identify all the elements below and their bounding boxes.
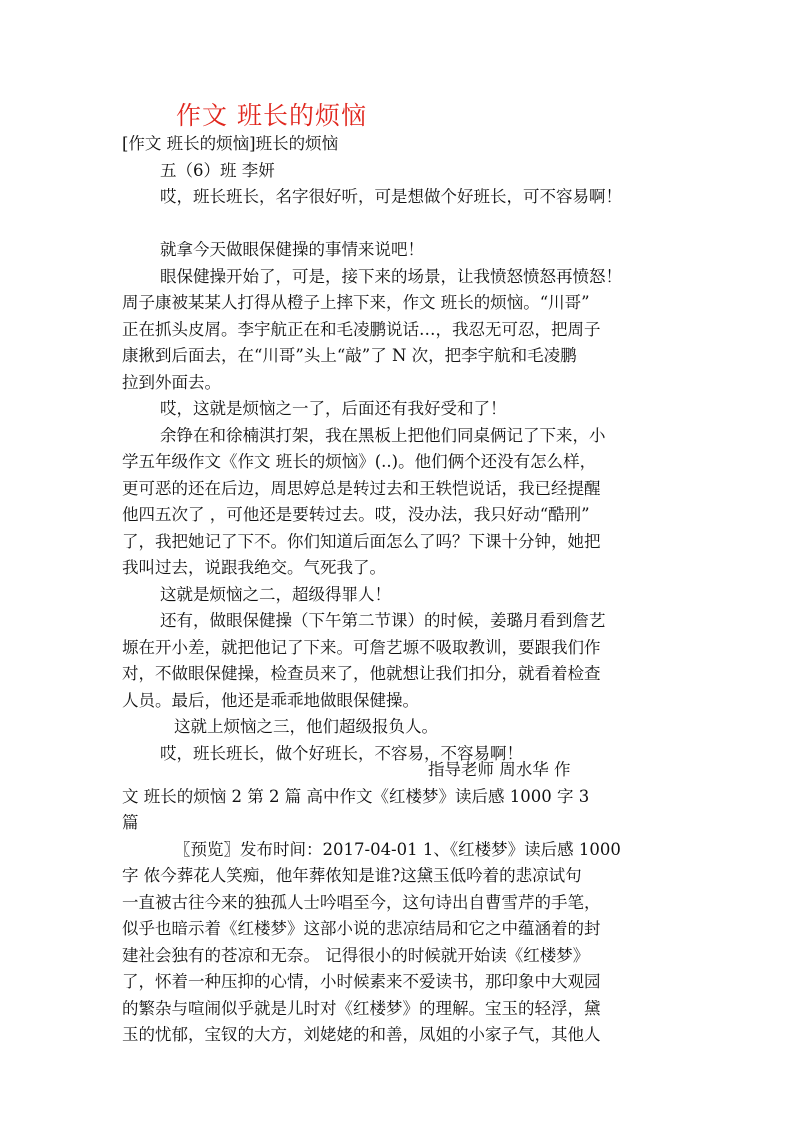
paragraph-line: 篇	[122, 813, 139, 832]
paragraph-line: 了，怀着一种压抑的心情，小时候素来不爱读书，那印象中大观园	[122, 972, 601, 991]
paragraph-line: 周子康被某某人打得从橙子上摔下来，作文 班长的烦恼。“川哥”	[122, 293, 590, 312]
paragraph-line: 塬在开小差，就把他记了下来。可詹艺塬不吸取教训，要跟我们作	[122, 637, 601, 657]
document-title: 作文 班长的烦恼	[176, 101, 367, 130]
paragraph-line: 我叫过去，说跟我绝交。气死我了。	[122, 558, 386, 577]
appendix-body	[122, 757, 682, 1049]
paragraph-line: 哎，班长班长，做个好班长，不容易，不容易啊！	[160, 743, 523, 763]
paragraph-line: 他四五次了 ，可他还是要转过去。哎，没办法，我只好动“酷刑”	[122, 505, 590, 524]
paragraph-line: 拉到外面去。	[122, 372, 221, 392]
preview-line: 〖预览〗发布时间：2017-04-01 1、《红楼梦》读后感 1000	[174, 839, 621, 859]
paragraph-line: 正在抓头皮屑。李宇航正在和毛凌鹏说话…，我忍无可忍，把周子	[122, 319, 601, 339]
paragraph-line: 哎，这就是烦恼之一了，后面还有我好受和了！	[160, 399, 507, 418]
essay-body	[122, 131, 682, 767]
paragraph-line: 文 班长的烦恼 2 第 2 篇 高中作文《红楼梦》读后感 1000 字 3	[122, 786, 590, 806]
paragraph-line: 一直被古往今来的独孤人士吟唱至今，这句诗出自曹雪芹的手笔，	[122, 892, 601, 912]
paragraph-line: 还有，做眼保健操（下午第二节课）的时候，姜璐月看到詹艺	[160, 611, 606, 630]
paragraph-line: 就拿今天做眼保健操的事情来说吧！	[160, 240, 424, 259]
paragraph-line: 更可恶的还在后边，周思婷总是转过去和王轶恺说话，我已经提醒	[122, 478, 601, 498]
paragraph-line: 哎，班长班长，名字很好听，可是想做个好班长，可不容易啊！	[160, 187, 622, 206]
paragraph-line: 康揪到后面去，在“川哥”头上“敲”了 N 次，把李宇航和毛凌鹏	[122, 346, 577, 365]
author-line: 五（6）班 李妍	[160, 160, 275, 180]
blank-line	[122, 211, 682, 238]
paragraph-line: 了，我把她记了下不。你们知道后面怎么了吗？下课十分钟，她把	[122, 531, 601, 551]
paragraph-line: 这就上烦恼之三，他们超级报负人。	[174, 717, 438, 736]
paragraph-line: 似乎也暗示着《红楼梦》这部小说的悲凉结局和它之中蕴涵着的封	[122, 919, 601, 938]
essay-heading-line: [作文 班长的烦恼]班长的烦恼	[122, 134, 339, 153]
paragraph-line: 对，不做眼保健操，检查员来了，他就想让我们扣分，就看着检查	[122, 664, 601, 683]
paragraph-line: 这就是烦恼之二，超级得罪人！	[160, 584, 391, 604]
paragraph-line: 玉的忧郁，宝钗的大方，刘姥姥的和善，凤姐的小家子气，其他人	[122, 1025, 601, 1044]
paragraph-line: 学五年级作文《作文 班长的烦恼》(..)。他们俩个还没有怎么样，	[122, 452, 597, 471]
paragraph-line: 字 侬今葬花人笑痴，他年葬侬知是谁?这黛玉低吟着的悲凉试句	[122, 866, 582, 885]
paragraph-line: 的繁杂与喧闹似乎就是儿时对《红楼梦》的理解。宝玉的轻浮，黛	[122, 998, 601, 1018]
teacher-line: 指导老师 周水华 作	[428, 760, 571, 779]
paragraph-line: 人员。最后，他还是乖乖地做眼保健操。	[122, 690, 419, 710]
paragraph-line: 建社会独有的苍凉和无奈。 记得很小的时候就开始读《红楼梦》	[122, 945, 590, 965]
paragraph-line: 眼保健操开始了，可是，接下来的场景，让我愤怒愤怒再愤怒！	[160, 266, 622, 286]
paragraph-line: 余铮在和徐楠淇打架，我在黑板上把他们同桌俩记了下来，小	[160, 425, 606, 445]
